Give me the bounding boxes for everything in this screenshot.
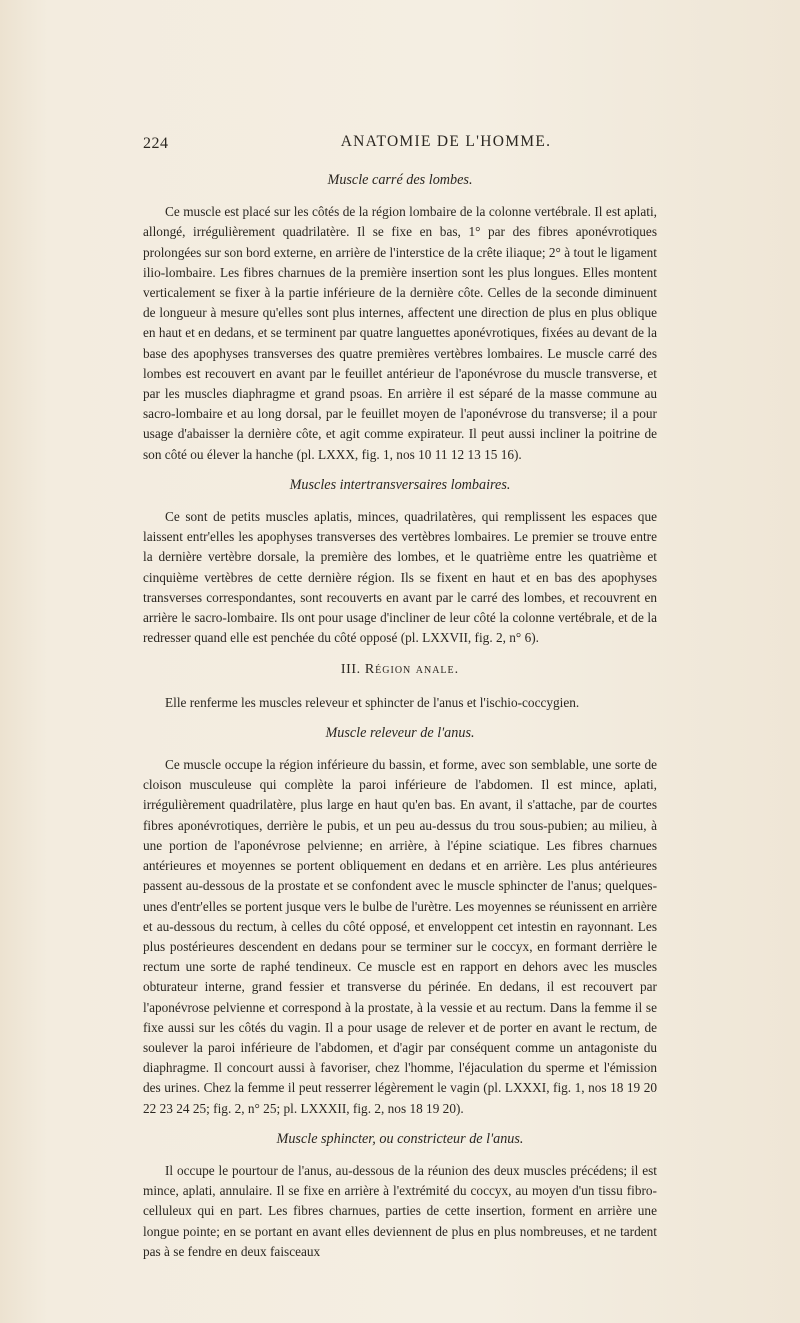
running-title: ANATOMIE DE L'HOMME. xyxy=(340,133,552,150)
page-number: 224 xyxy=(143,135,169,152)
paragraph-carre: Ce muscle est placé sur les côtés de la région lombaire de la colonne vertébrale. Il est aplati, allongé, irrégulièrement quadrilatère. Il se fixe en bas, 1° par des fibres aponévrotiques prolongées sur son bord externe, en arrière de l'interstice de la crête iliaque; 2° à tout le ligament ilio-lombaire. Les fibres charnues de la première insertion sont les plus longues. Elles montent verticalement se fixer à la partie inférieure de la dernière côte. Celles de la seconde diminuent de longueur à mesure qu'elles sont plus internes, affectent une direction de plus en plus oblique en haut et en dedans, et se terminent par quatre languettes aponévrotiques, fixées au devant de la base des apophyses transverses des quatre premières vertèbres lombaires. Le muscle carré des lombes est recouvert en avant par le feuillet antérieur de l'aponévrose du muscle transverse, et par les muscles diaphragme et grand psoas. En arrière il est séparé de la masse commune au sacro-lombaire et au long dorsal, par le feuillet moyen de l'aponévrose du transverse; il a pour usage d'abaisser la dernière côte, et agit comme expirateur. Il peut aussi incliner la poitrine de son côté ou élever la hanche (pl. LXXX, fig. 1, nos 10 11 12 13 15 16). xyxy=(143,204,657,462)
region-numeral: III. xyxy=(340,662,361,678)
region-title: Région anale. xyxy=(364,662,460,678)
page-header xyxy=(143,133,657,157)
region-heading xyxy=(143,660,657,680)
body-text xyxy=(143,170,657,1272)
section-heading-carre: Muscle carré des lombes. xyxy=(327,172,473,188)
section-heading-intertransversaires: Muscles intertransversaires lombaires. xyxy=(289,476,511,493)
paragraph-region-intro: Elle renferme les muscles releveur et sphincter de l'anus et l'ischio-coccygien. xyxy=(165,694,580,710)
paragraph-intertransversaires: Ce sont de petits muscles aplatis, minces, quadrilatères, qui remplissent les espaces que laissent entr'elles les apophyses transverses des vertèbres lombaires. Le premier se trouve entre la dernière vertèbre dorsale, la première des lombes, et le quatrième entre les quatrième et cinquième vertèbres de cette dernière région. Ils se fixent en haut et en bas des apophyses transverses correspondantes, sont recouverts en avant par le carré des lombes, et recouvrent en arrière le sacro-lombaire. Ils ont pour usage d'incliner de leur côté la colonne vertébrale, et de la redresser quand elle est penchée du côté opposé (pl. LXXVII, fig. 2, n° 6). xyxy=(143,509,657,646)
section-heading-releveur: Muscle releveur de l'anus. xyxy=(325,724,475,741)
paragraph-sphincter: Il occupe le pourtour de l'anus, au-dessous de la réunion des deux muscles précédens; il est mince, aplati, annulaire. Il se fixe en arrière à l'extrémité du coccyx, au moyen d'un tissu fibro-celluleux qui en part. Les fibres charnues, parties de cette insertion, forment en arrière une longue pointe; en se portant en avant elles deviennent de plus en plus nombreuses, et ne tardent pas à se fendre en deux faisceaux xyxy=(143,1162,657,1259)
section-heading-sphincter: Muscle sphincter, ou constricteur de l'anus. xyxy=(276,1130,524,1147)
paragraph-releveur: Ce muscle occupe la région inférieure du bassin, et forme, avec son semblable, une sorte de cloison musculeuse qui complète la paroi inférieure de l'abdomen. Il est mince, aplati, irrégulièrement quadrilatère, plus large en haut qu'en bas. En avant, il s'attache, par de courtes fibres aponévrotiques, derrière le pubis, et un peu au-dessus du trou sous-pubien; au milieu, à une portion de l'aponévrose pelvienne; en arrière, à l'épine sciatique. Les fibres charnues antérieures et moyennes se portent obliquement en dedans et en arrière. Les plus antérieures passent au-dessous de la prostate et se confondent avec le muscle sphincter de l'anus; quelques-unes d'entr'elles se portent jusque vers le bulbe de l'urètre. Les moyennes se réunissent en arrière et au-dessous du rectum, à celles du côté opposé, et enveloppent cet intestin en rayonnant. Les plus postérieures descendent en dedans pour se terminer sur le coccyx, en formant derrière le rectum une sorte de raphé tendineux. Ce muscle est en rapport en dehors avec les muscles obturateur interne, grand fessier et transverse du périnée. En dedans, il est recouvert par l'aponévrose pelvienne et correspond à la prostate, à la vessie et au rectum. Dans la femme il se fixe aussi sur les côtés du vagin. Il a pour usage de relever et de porter en avant le rectum, de soulever la paroi inférieure de l'abdomen, et d'agir par conséquent comme un antagoniste du diaphragme. Il concourt aussi à favoriser, chez l'homme, l'éjaculation du sperme et l'émission des urines. Chez la femme il peut resserrer légèrement le vagin (pl. LXXXI, fig. 1, nos 18 19 20 22 23 24 25; fig. 2, n° 25; pl. LXXXII, fig. 2, nos 18 19 20). xyxy=(143,757,657,1116)
